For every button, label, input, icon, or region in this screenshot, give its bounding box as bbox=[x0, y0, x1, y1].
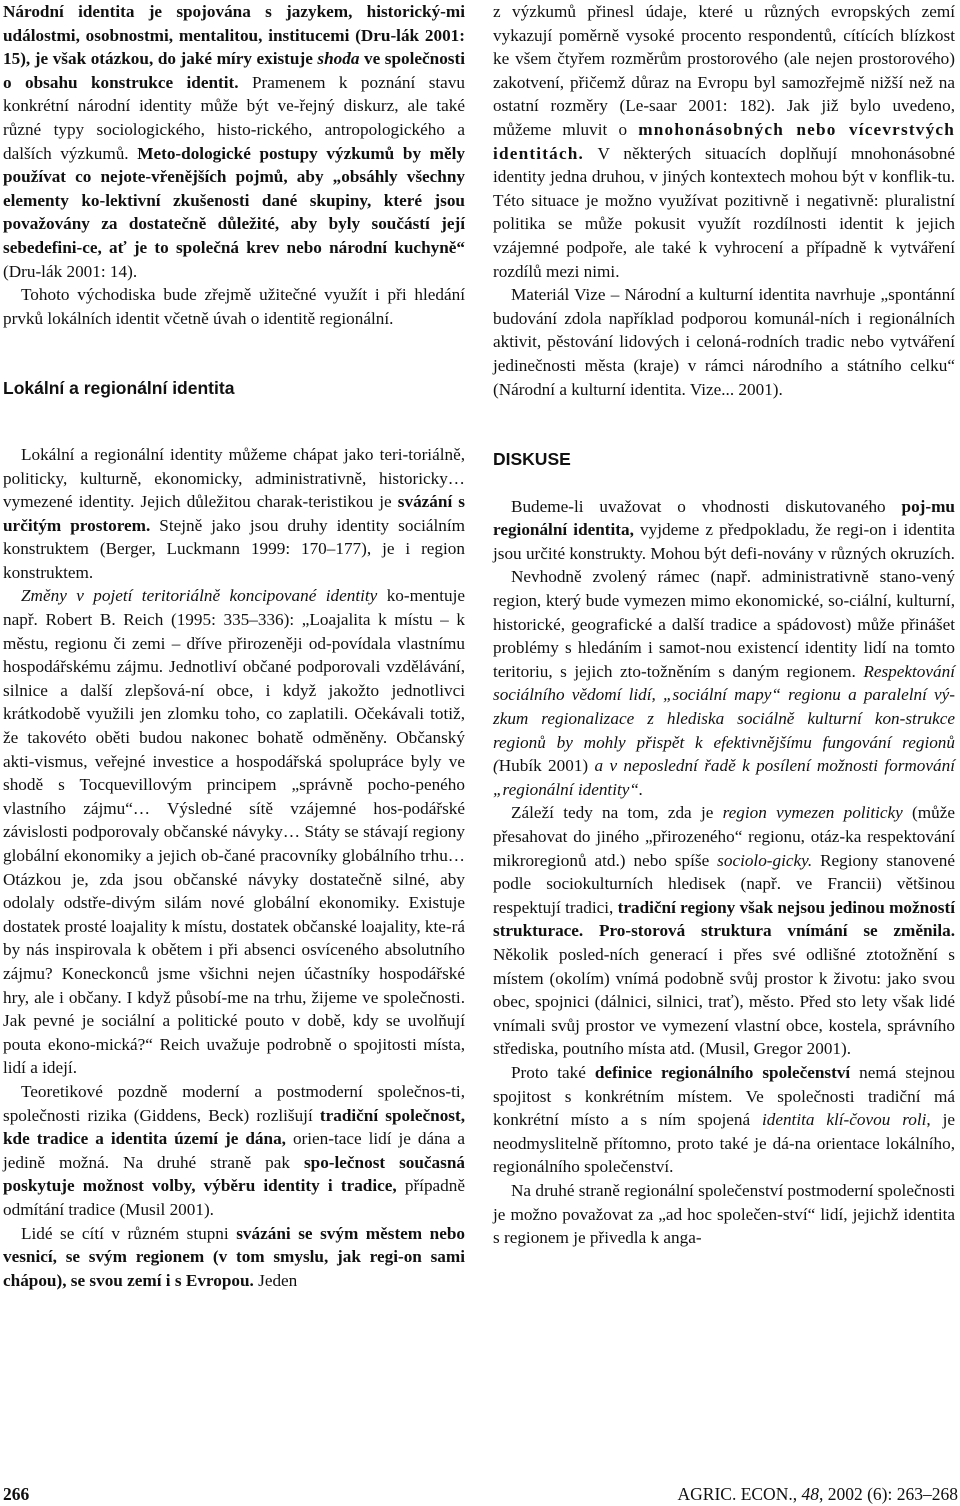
right-column bbox=[493, 0, 955, 1250]
paragraph bbox=[493, 565, 955, 801]
paragraph bbox=[493, 1061, 955, 1179]
paragraph bbox=[493, 283, 955, 401]
page-number: 266 bbox=[3, 1484, 30, 1504]
text-segment: poj-mu regionální identita, bbox=[493, 496, 955, 540]
text-segment: Regiony stanovené podle sociokulturních hledisek (např. ve Francii) většinou respektují tradici, bbox=[493, 850, 955, 917]
paragraph bbox=[3, 0, 465, 283]
journal-volume: 48 bbox=[801, 1484, 819, 1504]
section-heading-diskuse: DISKUSE bbox=[493, 449, 571, 470]
text-segment: Stejně jako jsou druhy identity sociálním konstruktem (Berger, Luckmann 1999: 170–177), je i region konstruktem. bbox=[3, 515, 465, 582]
text-segment: Lidé se cítí v různém stupni bbox=[21, 1223, 237, 1243]
text-segment: ve společnosti o obsahu konstrukce identit. bbox=[3, 49, 465, 92]
text-segment: identita klí-čovou roli bbox=[761, 1110, 927, 1130]
spacer bbox=[493, 472, 955, 495]
journal-suffix: , 2002 (6): 263–268 bbox=[818, 1484, 958, 1504]
text-segment: Lokální a regionální identity můžeme chápat jako teri-toriálně, politicky, kulturně, ekonomicky, administrativně, historicky… vymezené identity. Jejich důležitou charak-teristikou je bbox=[3, 444, 465, 512]
text-segment: případně odmítání tradice (Musil 2001). bbox=[3, 1176, 465, 1219]
text-segment: Nevhodně zvolený rámec (např. administrativně stano-vený region, který bude vymezen mimo ekonomické, so-ciální, kulturní, historické, geografické a další tradice a spádovost) může přinášet problémy s hledáním i samot-nou existencí identity lidí na tomto teritoriu, s jejich zto-tožněním s daným regionem. bbox=[493, 567, 955, 681]
text-segment: Záleží tedy na tom, zda je bbox=[511, 803, 723, 823]
text-segment: orien-tace lidí je dána a jedině možná. Na druhé straně pak bbox=[3, 1129, 465, 1172]
paragraph bbox=[493, 801, 955, 1061]
text-segment: Proto také bbox=[511, 1062, 595, 1082]
text-segment: vyjdeme z předpokladu, že regi-on i identita jsou určité konstrukty. Mohou být defi-novány v různých okruzích. bbox=[493, 520, 956, 563]
paragraph bbox=[493, 495, 955, 566]
text-segment: , je neodmyslitelně přítomno, proto také je dá-na orientace lokálního, regionálního společenství. bbox=[493, 1110, 955, 1177]
text-segment: z výzkumů přinesl údaje, které u různých evropských zemí vykazují poměrně vysoké procento respondentů, cítících blízkost ke všem čtyřem rozměrům prostorového (ale nejen prostorového) zakotvení, přičemž důraz na Evropu byl samozřejmě nižší než na ostatní rozměry (Le-saar 2001: 182). Jak již bylo uvedeno, můžeme mluvit o bbox=[493, 2, 955, 139]
section-heading-lokalni: Lokální a regionální identita bbox=[3, 378, 235, 399]
text-segment: Na druhé straně regionální společenství postmoderní společnosti je možno považovat za „ad hoc společen-ství“ lidí, jejichž identita s regionem je přivedla k anga- bbox=[493, 1180, 955, 1248]
text-segment: V některých situacích doplňují mnohonásobné identity jedna druhou, v jiných kontextech mohou být v konflik-tu. Této situace je možno využívat pozitivně i negativně: pluralistní politika se může pokusit využít rozdílnosti identit k jejich vzájemné podpoře, ale také k vyhrocení a případně k vytváření rozdílů mezi nimi. bbox=[493, 143, 955, 281]
text-segment: tradiční společnost, kde tradice a identita území je dána, bbox=[3, 1105, 465, 1149]
left-column bbox=[3, 0, 465, 1292]
text-segment: svázání s určitým prostorem. bbox=[3, 492, 465, 535]
text-segment: nemá stejnou spojitost s konkrétním místem. Ve společnosti tradiční má konkrétní místo a s ním spojená bbox=[493, 1062, 956, 1130]
text-segment: mnohonásobných nebo vícevrstvých identitách. bbox=[493, 119, 955, 163]
text-segment: Několik posled-ních generací i přes své odlišné ztotožnění s místem (okolím) vnímá podobně svůj prostor k životu: jako svou obec, spojnici (dálnici, silnici, trať), město. Před sto lety však lidé vnímali svůj prostor ve vymezení vlastní obce, kostela, správního střediska, poutního místa atd. (Musil, Gregor 2001). bbox=[493, 944, 955, 1059]
spacer bbox=[3, 401, 465, 443]
paragraph bbox=[493, 1179, 955, 1250]
text-segment: (může přesahovat do jiného „přirozeného“ regionu, otáz-ka respektování mikroregionů atd.) nebo spíše bbox=[493, 803, 955, 870]
journal-prefix: AGRIC. ECON., bbox=[677, 1484, 802, 1504]
paragraph bbox=[3, 1080, 465, 1222]
paragraph bbox=[3, 584, 465, 1079]
paragraph bbox=[3, 443, 465, 585]
text-segment: Materiál Vize – Národní a kulturní identita navrhuje „spontánní budování zdola například podporou komunál-ních i regionálních aktivit, pěstování lidových i celoná-rodních tradic nebo vytváření jedinečnosti města (kraje) v rámci národního a státního celku“ (Národní a kulturní identita. Vize... 2001). bbox=[493, 285, 955, 399]
text-segment: svázáni se svým městem nebo vesnicí, se svým regionem (v tom smyslu, jak regi-on sami chápou), se svou zemí i s Evropou. bbox=[3, 1223, 466, 1290]
paragraph bbox=[3, 283, 465, 330]
spacer bbox=[3, 330, 465, 377]
paragraph bbox=[3, 1222, 465, 1293]
text-segment: Národní identita je spojována s jazykem, historický-mi událostmi, osobnostmi, mentalitou, institucemi (Dru-lák 2001: 15), je však otázkou, do jaké míry existuje bbox=[3, 2, 465, 69]
text-segment: Teoretikové pozdně moderní a postmoderní společnos-ti, společnosti rizika (Giddens, Beck) rozlišují bbox=[3, 1081, 465, 1125]
text-segment: Budeme-li uvažovat o vhodnosti diskutovaného bbox=[511, 496, 902, 516]
text-segment: (Dru-lák 2001: 14). bbox=[3, 261, 138, 281]
text-segment: Meto-dologické postupy výzkumů by měly používat co nejote-vřenějších pojmů, aby „obsáhly všechny elementy ko-lektivní zkušenosti dané skupiny, které jsou považovány za dostatečně důležité, aby byly součástí její sebedefini-ce, ať je to společná krev nebo národní kuchyně“ bbox=[3, 143, 465, 257]
spacer bbox=[493, 401, 955, 448]
text-segment: Tohoto východiska bude zřejmě užitečné využít i při hledání prvků lokálních identit včetně úvah o identitě regionální. bbox=[3, 285, 465, 328]
paragraph bbox=[493, 0, 955, 283]
text-segment: Změny v pojetí teritoriálně koncipované identity bbox=[21, 586, 378, 606]
text-segment: Pramenem k poznání stavu konkrétní národní identity může být ve-řejný diskurz, ale také různé typy sociologického, histo-rického, antropologického a dalších výzkumů. bbox=[3, 72, 465, 163]
page-footer bbox=[3, 1484, 958, 1506]
text-segment: sociolo-gicky. bbox=[717, 850, 813, 870]
text-segment: tradiční regiony však nejsou jedinou možností strukturace. Pro-storová struktura vnímání se změnila. bbox=[493, 897, 955, 941]
text-segment: region vymezen politicky bbox=[722, 803, 903, 823]
text-segment: shoda bbox=[317, 49, 360, 69]
journal-citation bbox=[678, 1484, 959, 1504]
text-segment: Respektování sociálního vědomí lidí, „sociální mapy“ regionu a paralelní vý-zkum regionalizace z hlediska sociálně kulturní kon-strukce regionů by mohly přispět k efektivnějšímu fungování regionů ( bbox=[493, 661, 955, 776]
text-segment: a v neposlední řadě k posílení možnosti formování „regionální identity“. bbox=[493, 756, 955, 799]
text-segment: Hubík 2001) bbox=[498, 756, 589, 776]
text-segment: ko-mentuje např. Robert B. Reich (1995: 335–336): „Loajalita k místu – k městu, regionu či zemi – dříve přirozeněji od-povídala vlastnímu hospodářskému zájmu. Jednotliví občané podporovali vzdělávání, silnice a další zlepšová-ní obce, i když jakožto jednotlivci krátkodobě využili jen zlomku toho, co zaplatili. Očekávali totiž, že takovéto oběti budou nakonec bohatě odměněny. Občanský akti-vismus, veřejné investice a hospodářská spolupráce byly ve shodě s Tocquevillovým principem „správně pocho-peného vlastního zájmu“… Výsledné sítě vzájemné hos-podářské závislosti podporovaly občanské návyky… Státy se stávají regiony globální ekonomiky a jejich ob-čané pracovníky globálního trhu… Otázkou je, zda jsou občanské návyky dostatečně silné, aby odolaly odstře-divým silám nové globální ekonomiky. Existuje dostatek prosté loajality k místu, dostatek občanské loajality, kte-rá by nás inspirovala k obětem i při absenci osvíceného absolutního zájmu? Koneckonců jsme všichni nejen účastníky hospodářské hry, ale i občany. I když působí-me na trhu, žijeme ve společnosti. Jak pevné je sociální a politické pouto v době, kdy se uvolňují pouta ekono-mická?“ Reich uvažuje podrobně o spojitosti místa, lidí a idejí. bbox=[3, 586, 465, 1078]
text-segment: definice regionálního společenství bbox=[594, 1062, 851, 1082]
text-segment: Jeden bbox=[253, 1270, 298, 1290]
text-segment: spo-lečnost současná poskytuje možnost volby, výběru identity i tradice, bbox=[3, 1152, 465, 1196]
